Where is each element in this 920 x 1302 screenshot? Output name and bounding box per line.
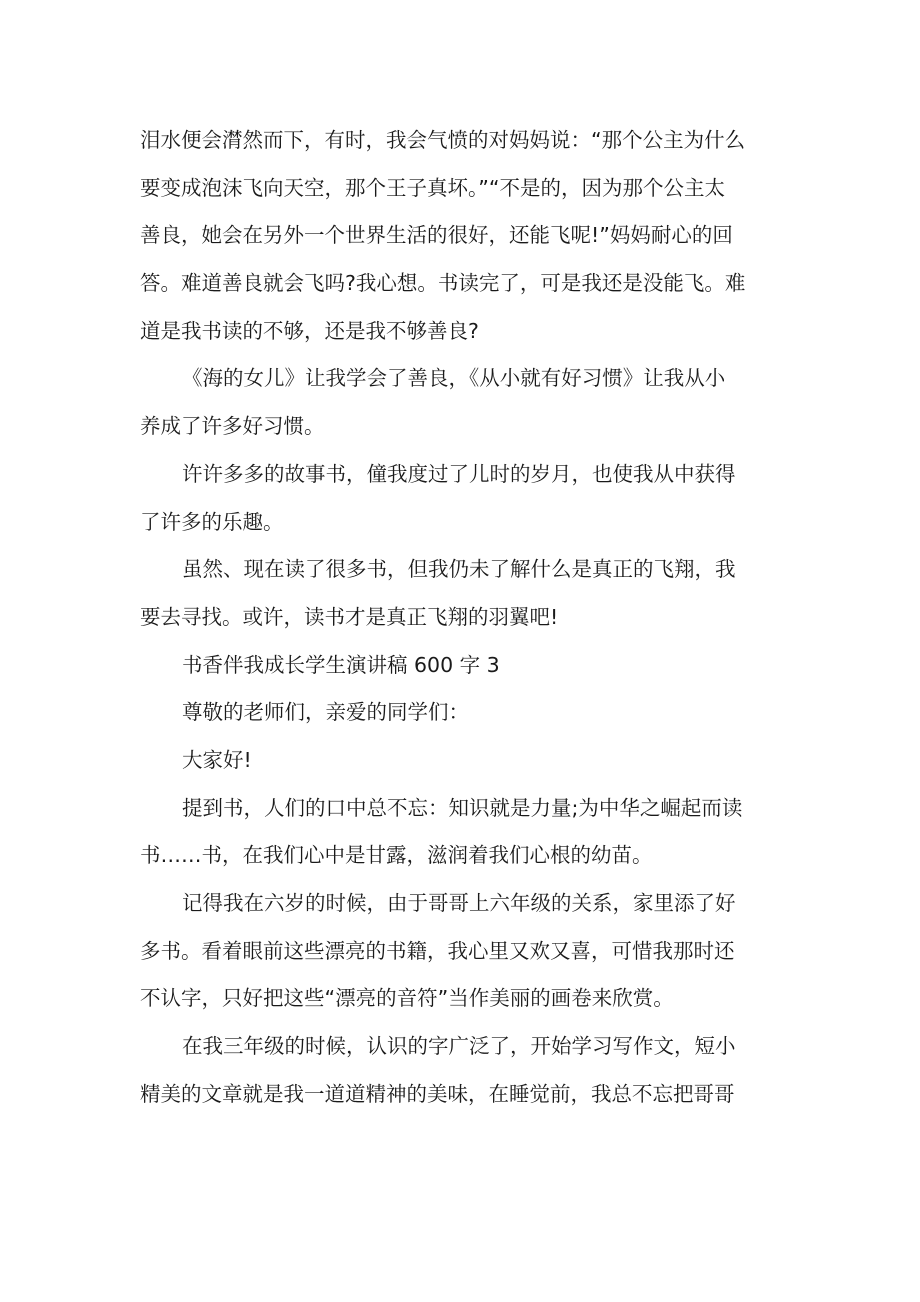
section-heading — [140, 642, 780, 690]
text-line: 答。难道善良就会飞吗?我心想。书读完了，可是我还是没能飞。难 — [140, 271, 746, 296]
salutation — [140, 689, 780, 737]
text-line: 不认字，只好把这些“漂亮的音符”当作美丽的画卷来欣赏。 — [140, 986, 674, 1011]
text-line: 《海的女儿》让我学会了善良，《从小就有好习惯》让我从小 — [182, 366, 726, 391]
text-line: 要去寻找。或许，读书才是真正飞翔的羽翼吧! — [140, 604, 559, 629]
text-line: 泪水便会潸然而下，有时，我会气愤的对妈妈说：“那个公主为什么 — [140, 128, 746, 152]
text-line: 许许多多的故事书，僮我度过了儿时的岁月，也使我从中获得 — [182, 461, 736, 486]
text-line: 道是我书读的不够，还是我不够善良? — [140, 318, 479, 343]
heading-line: 书香伴我成长学生演讲稿 600 字 3 — [182, 652, 500, 677]
greeting — [140, 737, 780, 785]
text-line: 精美的文章就是我一道道精神的美味，在睡觉前，我总不忘把哥哥 — [140, 1081, 735, 1106]
paragraph — [140, 546, 780, 641]
text-line: 多书。看着眼前这些漂亮的书籍，我心里又欢又喜，可惜我那时还 — [140, 938, 735, 963]
document-body — [140, 117, 780, 1118]
text-line: 记得我在六岁的时候，由于哥哥上六年级的关系，家里添了好 — [182, 891, 736, 915]
text-line: 提到书，人们的口中总不忘：知识就是力量;为中华之崛起而读 — [182, 795, 743, 820]
paragraph — [140, 1023, 780, 1118]
text-line: 要变成泡沫飞向天空，那个王子真坏。”“不是的，因为那个公主太 — [140, 175, 725, 200]
paragraph — [140, 355, 780, 450]
paragraph — [140, 117, 780, 355]
paragraph — [140, 451, 780, 546]
text-line: 书……书，在我们心中是甘露，滋润着我们心根的幼苗。 — [140, 843, 653, 868]
text-line: 尊敬的老师们，亲爱的同学们： — [182, 700, 469, 725]
text-line: 虽然、现在读了很多书，但我仍未了解什么是真正的飞翔，我 — [182, 557, 736, 582]
text-line: 在我三年级的时候，认识的字广泛了，开始学习写作文，短小 — [182, 1034, 736, 1059]
paragraph — [140, 785, 780, 880]
text-line: 善良，她会在另外一个世界生活的很好，还能飞呢!”妈妈耐心的回 — [140, 223, 733, 248]
text-line: 了许多的乐趣。 — [140, 509, 284, 534]
text-line: 养成了许多好习惯。 — [140, 414, 325, 439]
text-line: 大家好! — [182, 747, 252, 772]
paragraph — [140, 880, 780, 1023]
